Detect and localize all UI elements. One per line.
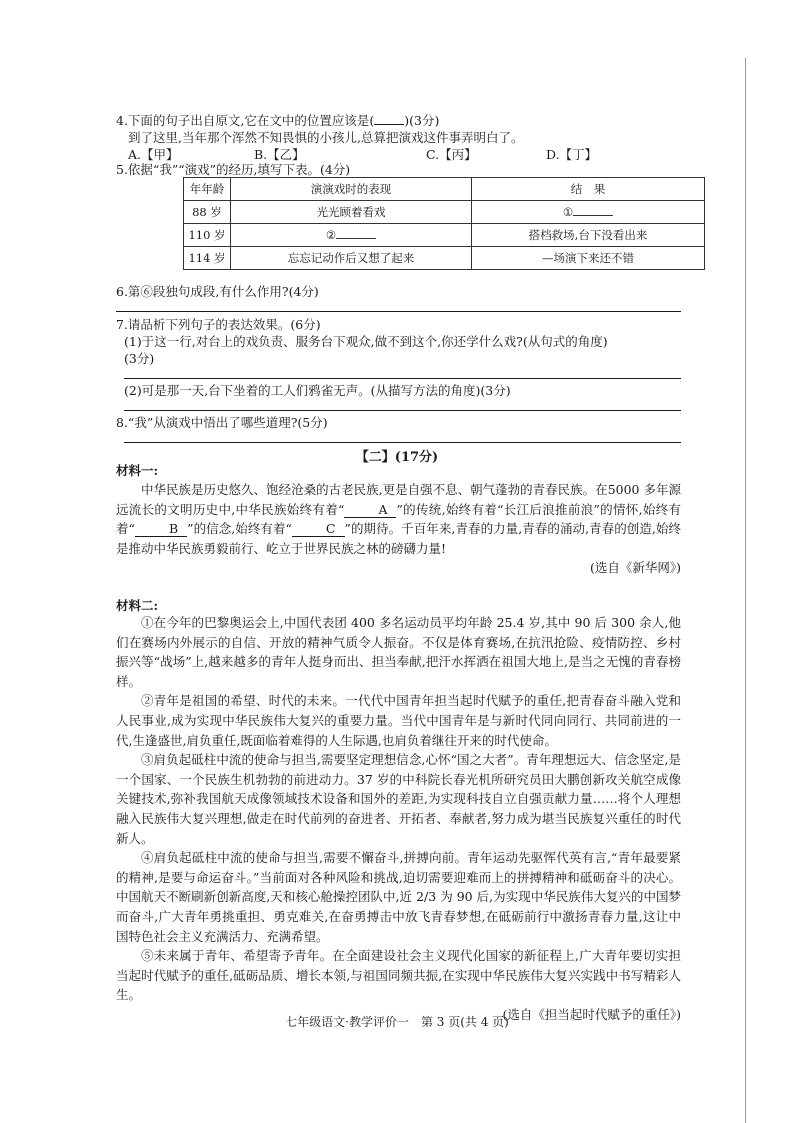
q4-option-c: C.【丙】 — [426, 147, 477, 162]
material-1-body — [116, 480, 681, 578]
material-1-source: (选自《新华网》) — [589, 560, 681, 576]
material-2-paragraph-3: ③肩负起砥柱中流的使命与担当,需要坚定理想信念,心怀“国之大者”。青年理想远大、信念坚定,是一个国家、一个民族生机勃勃的前进动力。37 岁的中科院长春光机所研究员田大鹏创新攻关航空成像关键技术,弥补我国航天成像领域技术设备和国外的差距,为实现科技自立自强贡献力量……将个人理想融入民族伟大复兴理想,做走在时代前列的奋进者、开拓者、奉献者,努力成为堪当民族复兴重任的时代新人。 — [116, 752, 681, 846]
blank-c[interactable]: C — [292, 522, 345, 537]
cell-result-blank[interactable]: ① — [472, 201, 705, 224]
table-row — [184, 201, 705, 224]
q6-answer-line[interactable] — [116, 311, 681, 312]
cell-result: —场演下来还不错 — [472, 247, 705, 270]
cell-age: 114 岁 — [184, 247, 231, 270]
q7-answer-line-1[interactable] — [124, 378, 681, 379]
q4-answer-blank[interactable] — [374, 112, 404, 125]
header-result: 结 果 — [472, 178, 705, 201]
material-1-paragraph: 中华民族是历史悠久、饱经沧桑的古老民族,更是自强不息、朝气蓬勃的青春民族。在5000 多年源远流长的文明历史中,中华民族始终有着“ A ”的传统,始终有着“长江后浪推前浪”的情怀,始终有着“ B ”的信念,始终有着“ C ”的期待。千百年来,青春的力量,青春的涌动,青春的创造,始终是推动中华民族勇毅前行、屹立于世界民族之林的磅礴力量! — [116, 482, 681, 556]
page-footer: 七年级语文·教学评价一 第 3 页(共 4 页) — [285, 1015, 509, 1029]
q4-sentence: 到了这里,当年那个浑然不知畏惧的小孩儿,总算把演戏这件事弄明白了。 — [128, 130, 524, 145]
blank-2[interactable] — [336, 228, 376, 239]
material-2-label: 材料二: — [116, 598, 159, 613]
blank-a[interactable]: A — [344, 503, 396, 518]
q6-stem: 6.第⑥段独句成段,有什么作用?(4分) — [116, 284, 319, 299]
material-1-label: 材料一: — [116, 463, 159, 478]
blank-1[interactable] — [573, 205, 613, 216]
q4-stem: 4.下面的句子出自原文,它在文中的位置应该是( )(3分) — [116, 113, 440, 128]
right-margin-line — [745, 58, 746, 1123]
cell-performance: 光光顾着看戏 — [231, 201, 472, 224]
q5-table — [183, 177, 705, 270]
blank-b[interactable]: B — [135, 522, 187, 537]
table-header-row — [184, 178, 705, 201]
table-row — [184, 247, 705, 270]
q4-option-d: D.【丁】 — [546, 147, 598, 162]
q5-stem: 5.依据“我”“演戏”的经历,填写下表。(4分) — [116, 162, 351, 177]
q8-answer-line[interactable] — [124, 442, 681, 443]
q4-option-b: B.【乙】 — [254, 147, 305, 162]
cell-result: 搭档救场,台下没看出来 — [472, 224, 705, 247]
q7-stem: 7.请品析下列句子的表达效果。(6分) — [116, 317, 321, 332]
section-2-heading: 【二】(17分) — [355, 450, 439, 465]
header-age: 年年龄 — [184, 178, 231, 201]
material-2-paragraph-1: ①在今年的巴黎奥运会上,中国代表团 400 多名运动员平均年龄 25.4 岁,其中 90 后 300 余人,他们在赛场内外展示的自信、开放的精神气质令人振奋。不仅是体育赛场,在抗汛抢险、疫情防控、乡村振兴等“战场”上,越来越多的青年人挺身而出、担当奉献,把汗水挥洒在祖国大地上,是当之无愧的青春榜样。 — [116, 615, 681, 689]
q7-sentence-1-score: (3分) — [124, 351, 155, 366]
cell-performance: 忘忘记动作后又想了起来 — [231, 247, 472, 270]
table-row — [184, 224, 705, 247]
cell-performance-blank[interactable]: ② — [231, 224, 472, 247]
q8-stem: 8.“我”从演戏中悟出了哪些道理?(5分) — [116, 415, 328, 430]
material-2-paragraph-5: ⑤未来属于青年、希望寄予青年。在全面建设社会主义现代化国家的新征程上,广大青年要切实担当起时代赋予的重任,砥砺品质、增长本领,与祖国同频共振,在实现中华民族伟大复兴实践中书写精彩人生。 — [116, 948, 681, 1003]
material-2-paragraph-2: ②青年是祖国的希望、时代的未来。一代代中国青年担当起时代赋予的重任,把青春奋斗融入党和人民事业,成为实现中华民族伟大复兴的重要力量。当代中国青年是与新时代同向同行、共同前进的一代,生逢盛世,肩负重任,既面临着难得的人生际遇,也肩负着继往开来的时代使命。 — [116, 693, 681, 748]
q7-sentence-1: (1)于这一行,对台上的戏负责、服务台下观众,做不到这个,你还学什么戏?(从句式的角度) — [124, 334, 608, 349]
q7-answer-line-2[interactable] — [124, 410, 681, 411]
cell-age: 88 岁 — [184, 201, 231, 224]
cell-age: 110 岁 — [184, 224, 231, 247]
material-2-paragraph-4: ④肩负起砥柱中流的使命与担当,需要不懈奋斗,拼搏向前。青年运动先驱恽代英有言,“青年最要紧的精神,是要与命运奋斗。”当前面对各种风险和挑战,迫切需要迎难而上的拼搏精神和砥砺奋斗的决心。中国航天不断刷新创新高度,天和核心舱操控团队中,近 2/3 为 90 后,为实现中华民族伟大复兴的中国梦而奋斗,广大青年勇挑重担、勇克难关,在奋勇搏击中放飞青春梦想,在砥砺前行中激扬青春力量,这让中国特色社会主义充满活力、充满希望。 — [116, 850, 681, 944]
q7-sentence-2: (2)可是那一天,台下坐着的工人们鸦雀无声。(从描写方法的角度)(3分) — [124, 383, 511, 398]
material-2-source: (选自《担当起时代赋予的重任》) — [502, 1006, 681, 1022]
q4-option-a: A.【甲】 — [128, 147, 179, 162]
material-2-body — [116, 613, 681, 1024]
header-performance: 演演戏时的表现 — [231, 178, 472, 201]
